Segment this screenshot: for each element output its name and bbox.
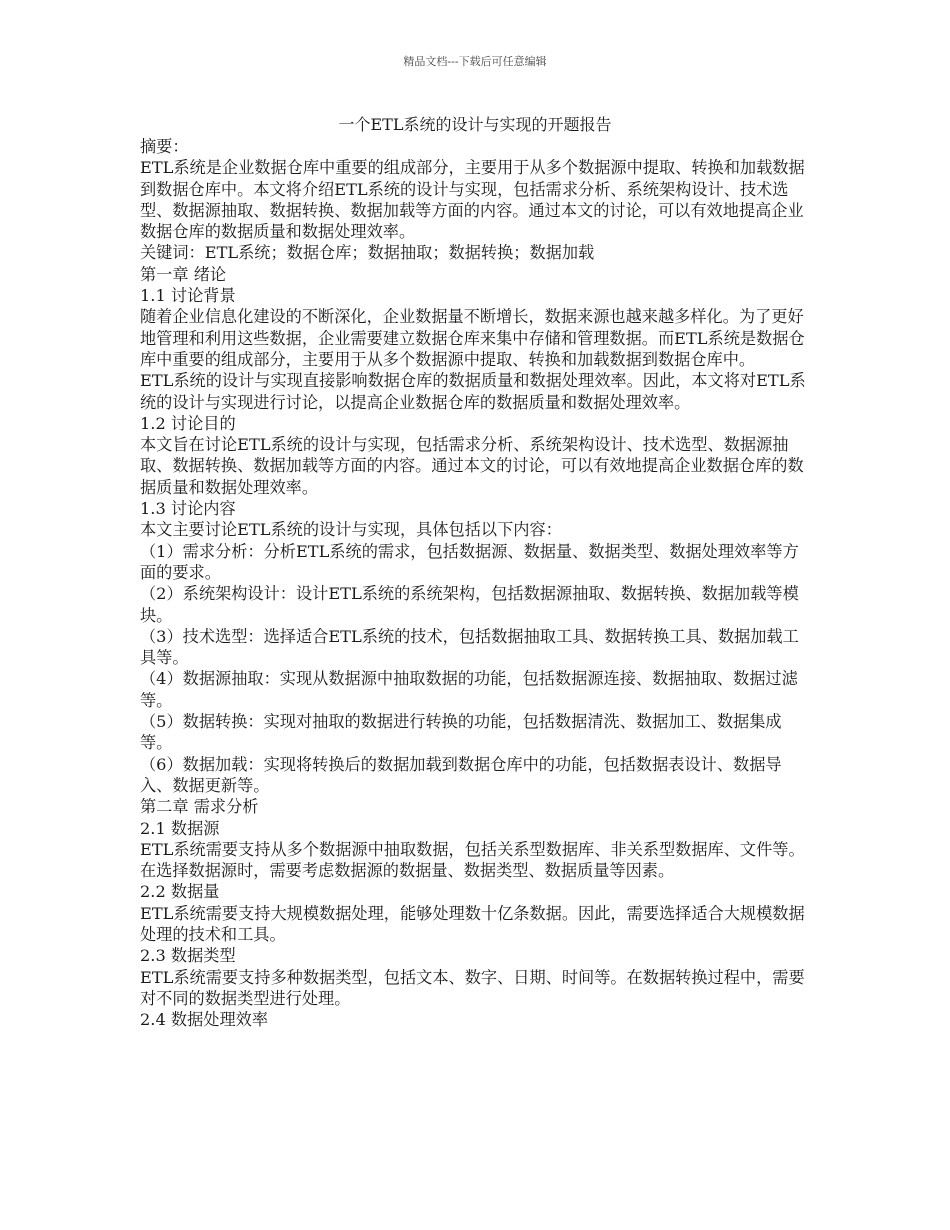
section-2-1-heading: 2.1 数据源 <box>140 818 220 838</box>
abstract-paragraph: ETL系统是企业数据仓库中重要的组成部分，主要用于从多个数据源中提取、转换和加载数据到数据仓库中。本文将介绍ETL系统的设计与实现，包括需求分析、系统架构设计、技术选型、数据源抽取、数据转换、数据加载等方面的内容。通过本文的讨论，可以有效地提高企业数据仓库的数据质量和数据处理效率。 <box>140 158 805 242</box>
section-2-4-heading: 2.4 数据处理效率 <box>140 1010 269 1030</box>
list-item: （4）数据源抽取：实现从数据源中抽取数据的功能，包括数据源连接、数据抽取、数据过滤等。 <box>140 669 798 710</box>
section-1-3-heading: 1.3 讨论内容 <box>140 499 236 519</box>
chapter-2-heading: 第二章 需求分析 <box>140 797 259 817</box>
page-header: 精品文档---下载后可任意编辑 <box>403 55 547 68</box>
chapter-1-heading: 第一章 绪论 <box>140 264 227 284</box>
section-1-2-heading: 1.2 讨论目的 <box>140 413 236 433</box>
list-item: （1）需求分析：分析ETL系统的需求，包括数据源、数据量、数据类型、数据处理效率等方面的要求。 <box>140 541 799 582</box>
list-item: （5）数据转换：实现对抽取的数据进行转换的功能，包括数据清洗、数据加工、数据集成等。 <box>140 712 782 753</box>
section-1-1-paragraph-2: ETL系统的设计与实现直接影响数据仓库的数据质量和数据处理效率。因此，本文将对ETL系统的设计与实现进行讨论，以提高企业数据仓库的数据质量和数据处理效率。 <box>140 371 806 412</box>
keywords: 关键词：ETL系统；数据仓库；数据抽取；数据转换；数据加载 <box>140 243 595 263</box>
list-item: （2）系统架构设计：设计ETL系统的系统架构，包括数据源抽取、数据转换、数据加载等模块。 <box>140 584 799 625</box>
list-item: （3）技术选型：选择适合ETL系统的技术，包括数据抽取工具、数据转换工具、数据加载工具等。 <box>140 626 799 668</box>
section-2-3-heading: 2.3 数据类型 <box>140 946 236 966</box>
section-2-2-paragraph: ETL系统需要支持大规模数据处理，能够处理数十亿条数据。因此，需要选择适合大规模数据处理的技术和工具。 <box>140 903 805 944</box>
section-2-1-paragraph: ETL系统需要支持从多个数据源中抽取数据，包括关系型数据库、非关系型数据库、文件等。在选择数据源时，需要考虑数据源的数据量、数据类型、数据质量等因素。 <box>140 839 805 881</box>
section-1-1-paragraph-1: 随着企业信息化建设的不断深化，企业数据量不断增长，数据来源也越来越多样化。为了更好地管理和利用这些数据，企业需要建立数据仓库来集中存储和管理数据。而ETL系统是数据仓库中重要的组成部分，主要用于从多个数据源中提取、转换和加载数据到数据仓库中。 <box>140 307 805 369</box>
document-body <box>140 136 812 1030</box>
section-2-3-paragraph: ETL系统需要支持多种数据类型，包括文本、数字、日期、时间等。在数据转换过程中，需要对不同的数据类型进行处理。 <box>140 967 805 1008</box>
section-1-3-intro: 本文主要讨论ETL系统的设计与实现，具体包括以下内容： <box>140 520 562 540</box>
list-item: （6）数据加载：实现将转换后的数据加载到数据仓库中的功能，包括数据表设计、数据导入、数据更新等。 <box>140 754 782 795</box>
abstract-heading: 摘要： <box>140 137 189 156</box>
section-1-2-paragraph: 本文旨在讨论ETL系统的设计与实现，包括需求分析、系统架构设计、技术选型、数据源抽取、数据转换、数据加载等方面的内容。通过本文的讨论，可以有效地提高企业数据仓库的数据质量和数据处理效率。 <box>140 435 804 497</box>
document-title: 一个ETL系统的设计与实现的开题报告 <box>338 115 612 134</box>
section-2-2-heading: 2.2 数据量 <box>140 882 220 902</box>
section-1-1-heading: 1.1 讨论背景 <box>140 286 236 306</box>
